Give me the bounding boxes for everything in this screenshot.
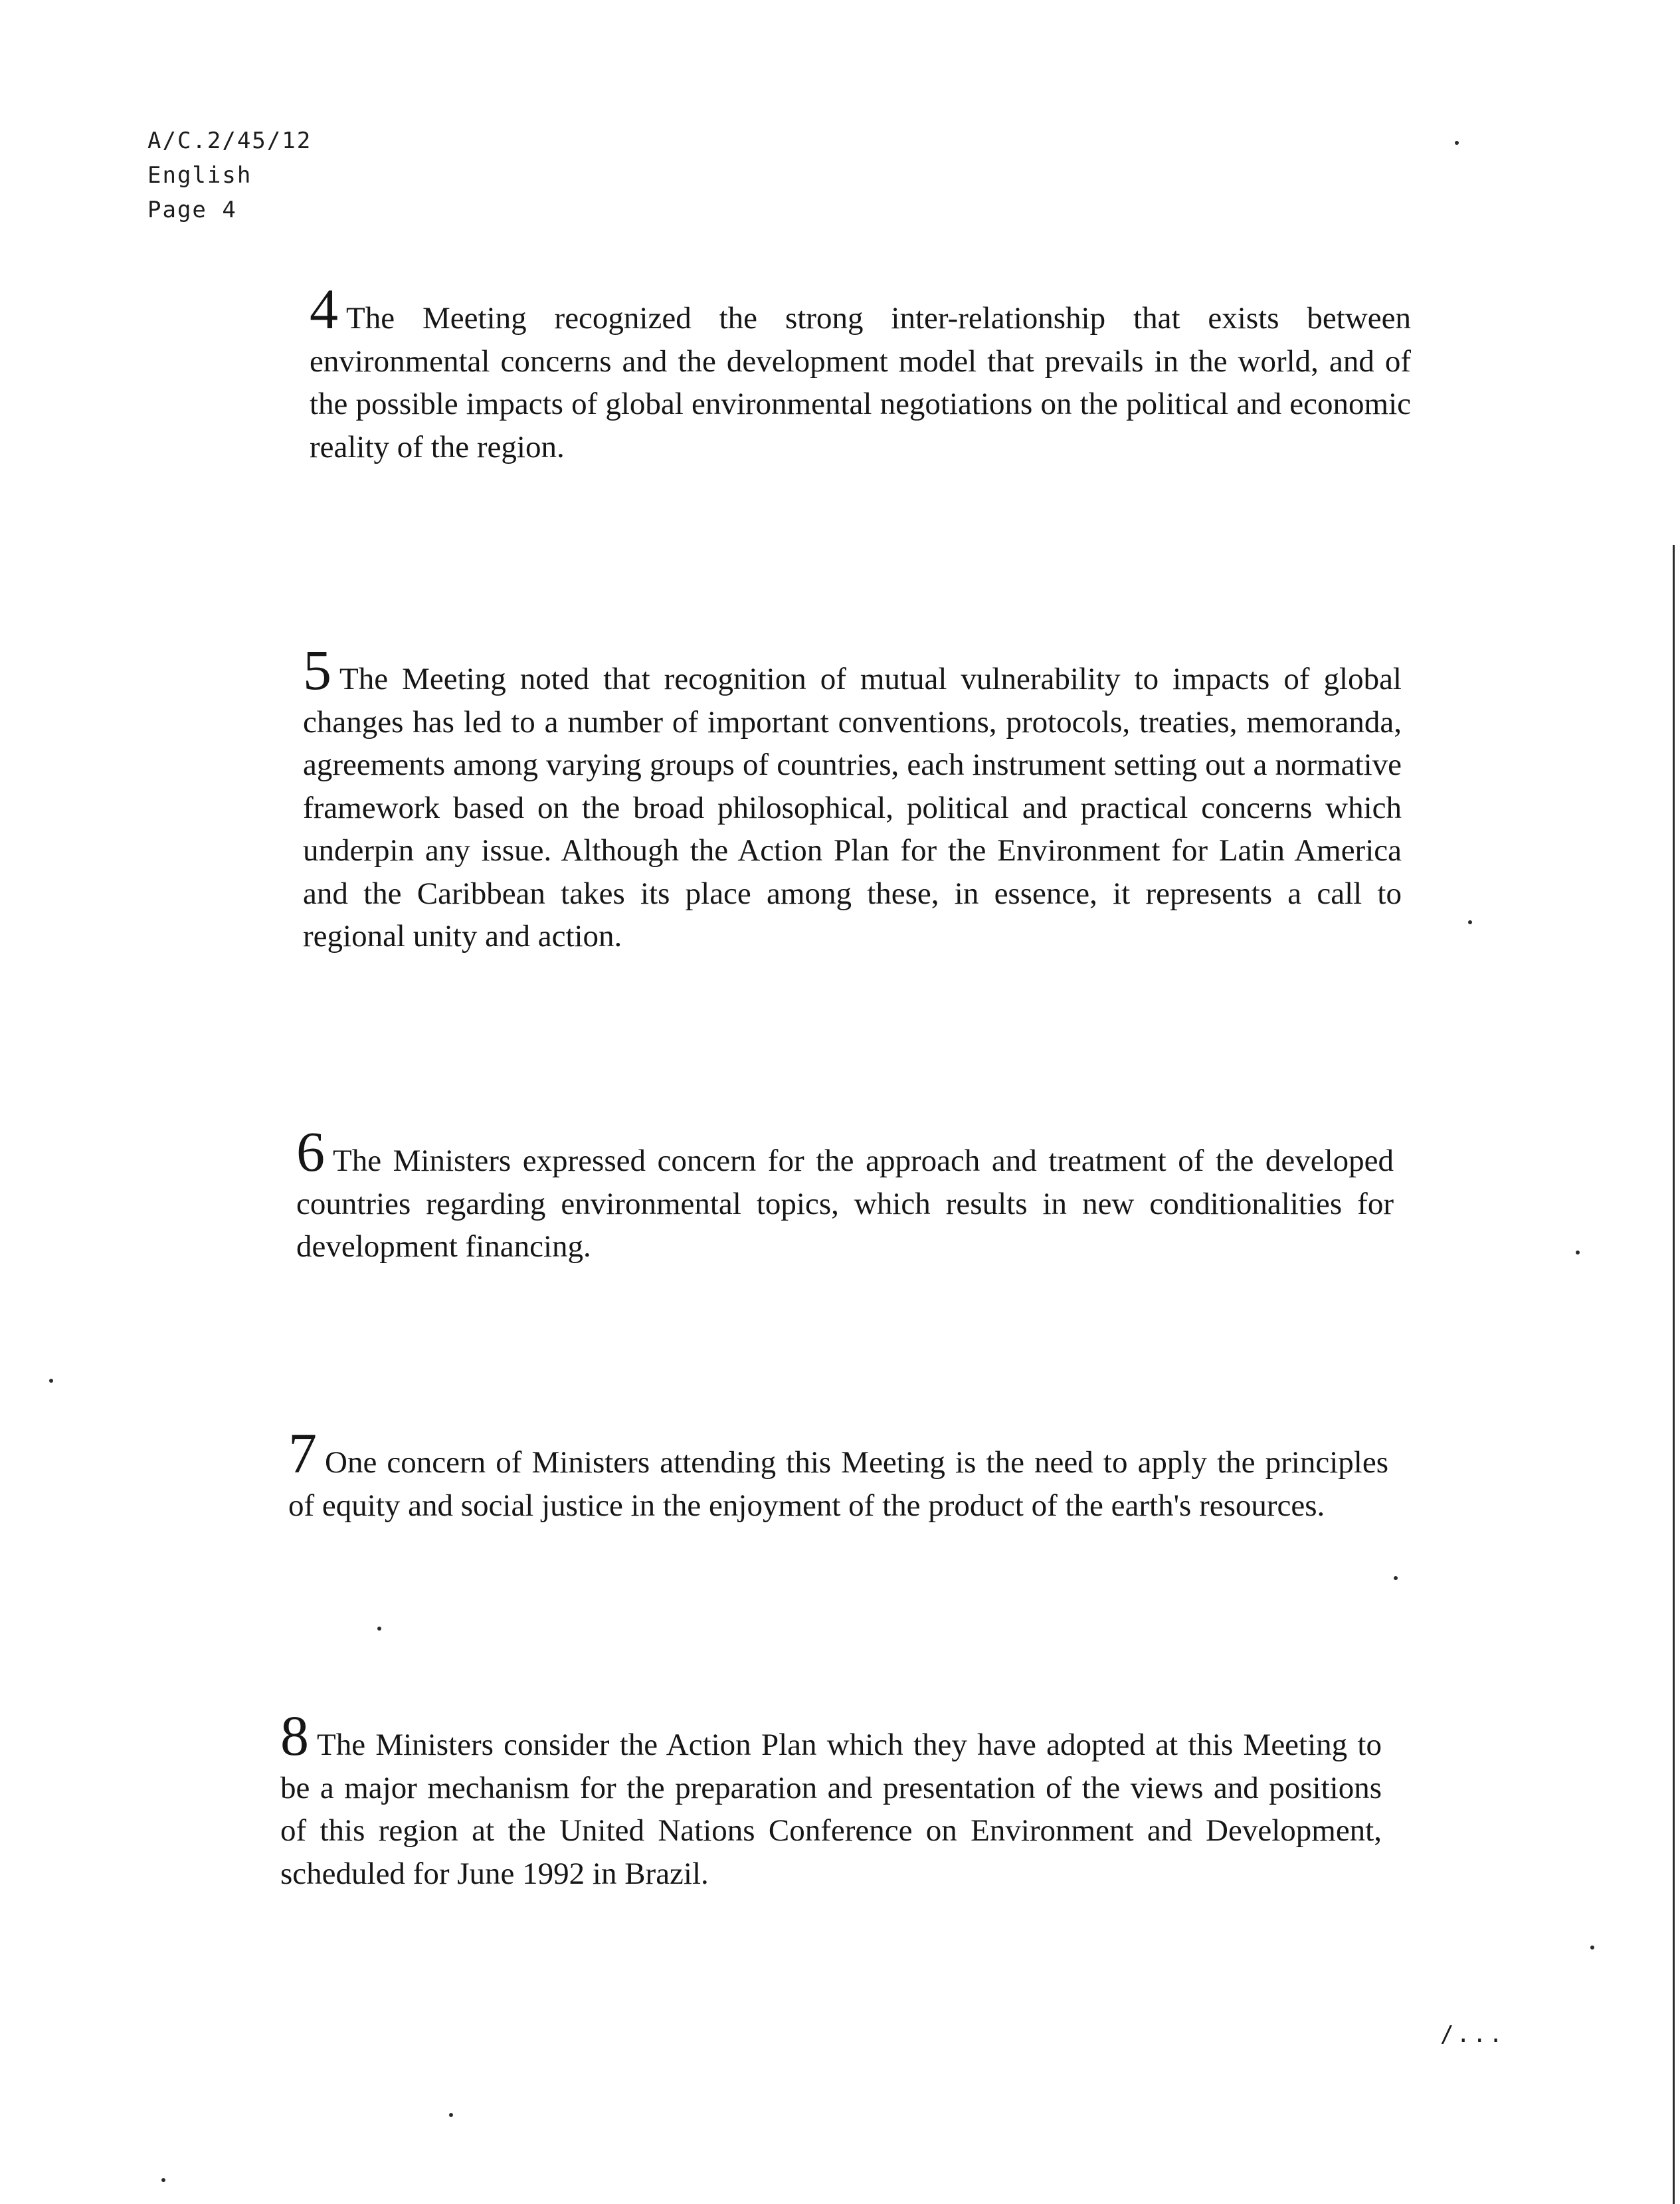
scan-speck bbox=[1455, 141, 1459, 145]
scan-speck bbox=[161, 2178, 165, 2182]
paragraph-7 bbox=[288, 1421, 1388, 1527]
paragraph-6 bbox=[296, 1120, 1394, 1268]
continuation-mark: /... bbox=[1440, 2021, 1505, 2048]
paragraph-number: 7 bbox=[288, 1421, 317, 1485]
paragraph-number: 8 bbox=[280, 1704, 309, 1767]
scan-speck bbox=[449, 2113, 453, 2117]
paragraph-number: 4 bbox=[310, 277, 338, 341]
scan-speck bbox=[1590, 1946, 1594, 1950]
paragraph-4 bbox=[310, 277, 1411, 468]
page-number: Page 4 bbox=[147, 197, 237, 223]
scan-speck bbox=[1394, 1576, 1398, 1580]
document-header bbox=[147, 124, 312, 227]
paragraph-number: 6 bbox=[296, 1120, 325, 1183]
document-language: English bbox=[147, 162, 252, 189]
scan-speck bbox=[377, 1627, 381, 1631]
paragraph-text: One concern of Ministers attending this Meeting is the need to apply the principles of equity and social justice in the enjoyment of the product of the earth's resources. bbox=[288, 1445, 1388, 1523]
scan-speck bbox=[1576, 1251, 1580, 1254]
paragraph-text: The Ministers expressed concern for the approach and treatment of the developed countries regarding environmental topics, which results in new conditionalities for development financing. bbox=[296, 1144, 1394, 1264]
document-symbol: A/C.2/45/12 bbox=[147, 128, 312, 154]
scan-speck bbox=[1468, 920, 1472, 924]
paragraph-8 bbox=[280, 1704, 1382, 1895]
paragraph-5 bbox=[303, 638, 1402, 958]
paragraph-text: The Meeting noted that recognition of mutual vulnerability to impacts of global changes has led to a number of important conventions, protocols, treaties, memoranda, agreements among varying groups of countries, each instrument setting out a normative framework based on the broad philosophical, political and practical concerns which underpin any issue. Although the Action Plan for the Environment for Latin America and the Caribbean takes its place among these, in essence, it represents a call to regional unity and action. bbox=[303, 662, 1402, 953]
paragraph-number: 5 bbox=[303, 638, 331, 702]
scan-edge-line bbox=[1673, 545, 1675, 2204]
scan-speck bbox=[49, 1379, 53, 1383]
paragraph-text: The Ministers consider the Action Plan which they have adopted at this Meeting to be a major mechanism for the preparation and presentation of the views and positions of this region at the United Nations Conference on Environment and Development, scheduled for June 1992 in Brazil. bbox=[280, 1728, 1382, 1891]
paragraph-text: The Meeting recognized the strong inter-relationship that exists between environmental concerns and the development model that prevails in the world, and of the possible impacts of global environmental negotiations on the political and economic reality of the region. bbox=[310, 301, 1411, 464]
